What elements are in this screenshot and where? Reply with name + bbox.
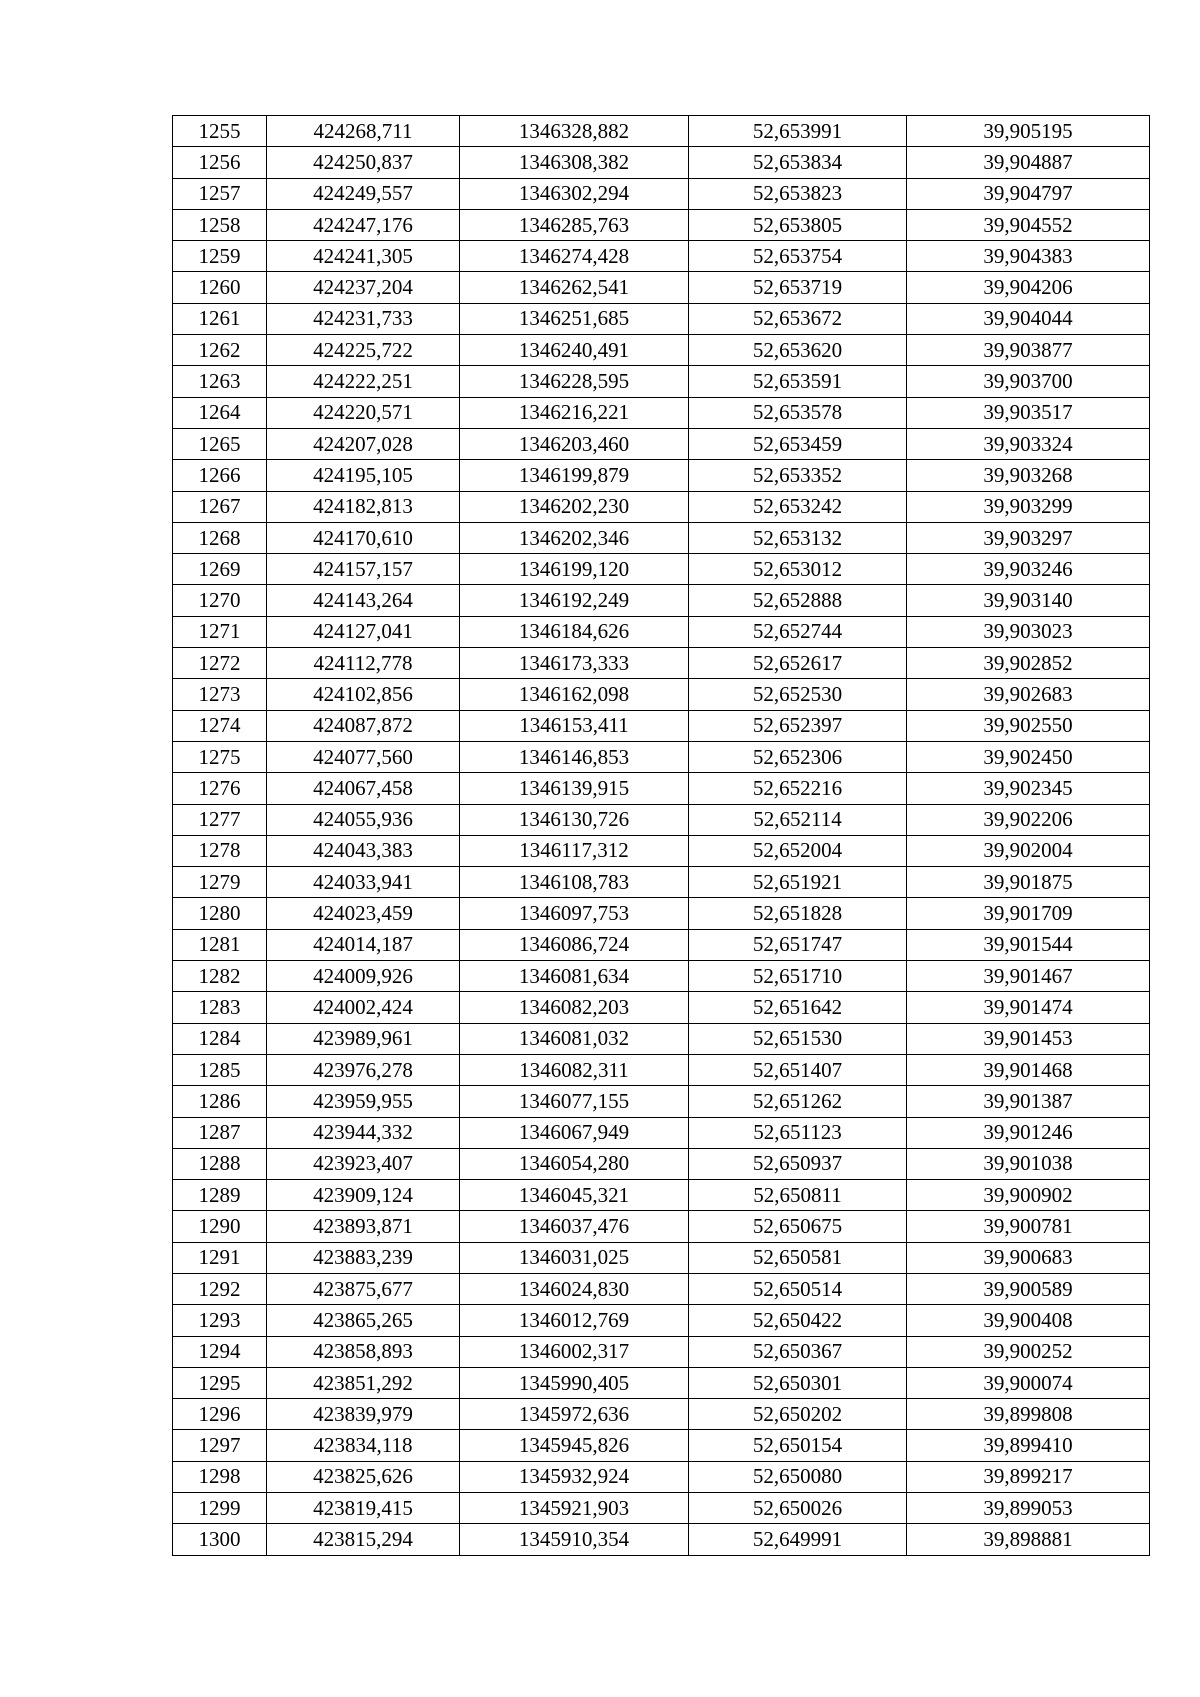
latitude-cell: 52,652216 xyxy=(689,773,907,804)
table-row xyxy=(173,679,1150,710)
point-number-cell: 1283 xyxy=(173,992,267,1023)
longitude-cell: 39,900252 xyxy=(907,1336,1150,1367)
latitude-cell: 52,653834 xyxy=(689,147,907,178)
table-row xyxy=(173,1054,1150,1085)
x-coordinate-cell: 424207,028 xyxy=(267,428,460,459)
longitude-cell: 39,902683 xyxy=(907,679,1150,710)
point-number-cell: 1297 xyxy=(173,1430,267,1461)
y-coordinate-cell: 1346308,382 xyxy=(460,147,689,178)
x-coordinate-cell: 423909,124 xyxy=(267,1180,460,1211)
longitude-cell: 39,901246 xyxy=(907,1117,1150,1148)
latitude-cell: 52,653991 xyxy=(689,116,907,147)
latitude-cell: 52,651710 xyxy=(689,961,907,992)
point-number-cell: 1278 xyxy=(173,835,267,866)
latitude-cell: 52,650581 xyxy=(689,1242,907,1273)
x-coordinate-cell: 423858,893 xyxy=(267,1336,460,1367)
latitude-cell: 52,653352 xyxy=(689,460,907,491)
table-row xyxy=(173,1461,1150,1492)
x-coordinate-cell: 424237,204 xyxy=(267,272,460,303)
point-number-cell: 1262 xyxy=(173,335,267,366)
y-coordinate-cell: 1346202,230 xyxy=(460,491,689,522)
latitude-cell: 52,653242 xyxy=(689,491,907,522)
x-coordinate-cell: 424077,560 xyxy=(267,741,460,772)
y-coordinate-cell: 1345990,405 xyxy=(460,1367,689,1398)
longitude-cell: 39,904887 xyxy=(907,147,1150,178)
table-row xyxy=(173,1367,1150,1398)
longitude-cell: 39,901875 xyxy=(907,867,1150,898)
point-number-cell: 1292 xyxy=(173,1273,267,1304)
y-coordinate-cell: 1345945,826 xyxy=(460,1430,689,1461)
latitude-cell: 52,650080 xyxy=(689,1461,907,1492)
coordinates-table xyxy=(172,115,1150,1556)
longitude-cell: 39,901038 xyxy=(907,1148,1150,1179)
y-coordinate-cell: 1346285,763 xyxy=(460,209,689,240)
table-row xyxy=(173,648,1150,679)
y-coordinate-cell: 1346082,203 xyxy=(460,992,689,1023)
y-coordinate-cell: 1346162,098 xyxy=(460,679,689,710)
point-number-cell: 1295 xyxy=(173,1367,267,1398)
latitude-cell: 52,653805 xyxy=(689,209,907,240)
table-row xyxy=(173,1023,1150,1054)
point-number-cell: 1299 xyxy=(173,1493,267,1524)
point-number-cell: 1300 xyxy=(173,1524,267,1555)
y-coordinate-cell: 1345910,354 xyxy=(460,1524,689,1555)
y-coordinate-cell: 1346067,949 xyxy=(460,1117,689,1148)
longitude-cell: 39,903023 xyxy=(907,616,1150,647)
table-row xyxy=(173,1493,1150,1524)
longitude-cell: 39,902345 xyxy=(907,773,1150,804)
point-number-cell: 1272 xyxy=(173,648,267,679)
x-coordinate-cell: 424220,571 xyxy=(267,397,460,428)
latitude-cell: 52,653620 xyxy=(689,335,907,366)
y-coordinate-cell: 1346328,882 xyxy=(460,116,689,147)
longitude-cell: 39,900589 xyxy=(907,1273,1150,1304)
table-row xyxy=(173,961,1150,992)
table-row xyxy=(173,522,1150,553)
point-number-cell: 1289 xyxy=(173,1180,267,1211)
table-row xyxy=(173,491,1150,522)
y-coordinate-cell: 1345932,924 xyxy=(460,1461,689,1492)
table-row xyxy=(173,116,1150,147)
point-number-cell: 1287 xyxy=(173,1117,267,1148)
table-row xyxy=(173,867,1150,898)
table-row xyxy=(173,554,1150,585)
point-number-cell: 1288 xyxy=(173,1148,267,1179)
table-row xyxy=(173,741,1150,772)
y-coordinate-cell: 1346117,312 xyxy=(460,835,689,866)
point-number-cell: 1270 xyxy=(173,585,267,616)
x-coordinate-cell: 424250,837 xyxy=(267,147,460,178)
longitude-cell: 39,902550 xyxy=(907,710,1150,741)
latitude-cell: 52,653012 xyxy=(689,554,907,585)
point-number-cell: 1290 xyxy=(173,1211,267,1242)
x-coordinate-cell: 423865,265 xyxy=(267,1305,460,1336)
longitude-cell: 39,903700 xyxy=(907,366,1150,397)
latitude-cell: 52,650301 xyxy=(689,1367,907,1398)
point-number-cell: 1256 xyxy=(173,147,267,178)
table-row xyxy=(173,366,1150,397)
point-number-cell: 1276 xyxy=(173,773,267,804)
point-number-cell: 1268 xyxy=(173,522,267,553)
latitude-cell: 52,650811 xyxy=(689,1180,907,1211)
point-number-cell: 1284 xyxy=(173,1023,267,1054)
point-number-cell: 1255 xyxy=(173,116,267,147)
table-row xyxy=(173,460,1150,491)
x-coordinate-cell: 423989,961 xyxy=(267,1023,460,1054)
point-number-cell: 1275 xyxy=(173,741,267,772)
point-number-cell: 1260 xyxy=(173,272,267,303)
table-row xyxy=(173,1305,1150,1336)
x-coordinate-cell: 423839,979 xyxy=(267,1399,460,1430)
latitude-cell: 52,653672 xyxy=(689,303,907,334)
point-number-cell: 1266 xyxy=(173,460,267,491)
point-number-cell: 1282 xyxy=(173,961,267,992)
table-row xyxy=(173,1242,1150,1273)
table-row xyxy=(173,428,1150,459)
point-number-cell: 1291 xyxy=(173,1242,267,1273)
table-row xyxy=(173,992,1150,1023)
x-coordinate-cell: 423883,239 xyxy=(267,1242,460,1273)
y-coordinate-cell: 1346097,753 xyxy=(460,898,689,929)
x-coordinate-cell: 424023,459 xyxy=(267,898,460,929)
point-number-cell: 1285 xyxy=(173,1054,267,1085)
y-coordinate-cell: 1346153,411 xyxy=(460,710,689,741)
latitude-cell: 52,652530 xyxy=(689,679,907,710)
latitude-cell: 52,651530 xyxy=(689,1023,907,1054)
latitude-cell: 52,652744 xyxy=(689,616,907,647)
y-coordinate-cell: 1346002,317 xyxy=(460,1336,689,1367)
latitude-cell: 52,651747 xyxy=(689,929,907,960)
longitude-cell: 39,900902 xyxy=(907,1180,1150,1211)
latitude-cell: 52,651262 xyxy=(689,1086,907,1117)
y-coordinate-cell: 1346274,428 xyxy=(460,241,689,272)
point-number-cell: 1273 xyxy=(173,679,267,710)
y-coordinate-cell: 1346081,032 xyxy=(460,1023,689,1054)
table-row xyxy=(173,178,1150,209)
x-coordinate-cell: 423851,292 xyxy=(267,1367,460,1398)
x-coordinate-cell: 424033,941 xyxy=(267,867,460,898)
latitude-cell: 52,651123 xyxy=(689,1117,907,1148)
y-coordinate-cell: 1346054,280 xyxy=(460,1148,689,1179)
latitude-cell: 52,652306 xyxy=(689,741,907,772)
point-number-cell: 1296 xyxy=(173,1399,267,1430)
longitude-cell: 39,903517 xyxy=(907,397,1150,428)
latitude-cell: 52,649991 xyxy=(689,1524,907,1555)
longitude-cell: 39,903324 xyxy=(907,428,1150,459)
table-row xyxy=(173,1336,1150,1367)
x-coordinate-cell: 424143,264 xyxy=(267,585,460,616)
point-number-cell: 1258 xyxy=(173,209,267,240)
x-coordinate-cell: 424222,251 xyxy=(267,366,460,397)
x-coordinate-cell: 424268,711 xyxy=(267,116,460,147)
table-row xyxy=(173,929,1150,960)
table-row xyxy=(173,1524,1150,1555)
longitude-cell: 39,905195 xyxy=(907,116,1150,147)
longitude-cell: 39,903877 xyxy=(907,335,1150,366)
longitude-cell: 39,900683 xyxy=(907,1242,1150,1273)
y-coordinate-cell: 1346240,491 xyxy=(460,335,689,366)
x-coordinate-cell: 423959,955 xyxy=(267,1086,460,1117)
table-row xyxy=(173,835,1150,866)
x-coordinate-cell: 423976,278 xyxy=(267,1054,460,1085)
longitude-cell: 39,901468 xyxy=(907,1054,1150,1085)
latitude-cell: 52,650367 xyxy=(689,1336,907,1367)
y-coordinate-cell: 1346130,726 xyxy=(460,804,689,835)
longitude-cell: 39,903297 xyxy=(907,522,1150,553)
point-number-cell: 1263 xyxy=(173,366,267,397)
y-coordinate-cell: 1346216,221 xyxy=(460,397,689,428)
point-number-cell: 1265 xyxy=(173,428,267,459)
y-coordinate-cell: 1346081,634 xyxy=(460,961,689,992)
y-coordinate-cell: 1346086,724 xyxy=(460,929,689,960)
table-row xyxy=(173,1117,1150,1148)
x-coordinate-cell: 423819,415 xyxy=(267,1493,460,1524)
y-coordinate-cell: 1346173,333 xyxy=(460,648,689,679)
point-number-cell: 1286 xyxy=(173,1086,267,1117)
x-coordinate-cell: 423825,626 xyxy=(267,1461,460,1492)
x-coordinate-cell: 424231,733 xyxy=(267,303,460,334)
longitude-cell: 39,901474 xyxy=(907,992,1150,1023)
coordinates-table-body xyxy=(173,116,1150,1556)
longitude-cell: 39,901467 xyxy=(907,961,1150,992)
longitude-cell: 39,900781 xyxy=(907,1211,1150,1242)
table-row xyxy=(173,1430,1150,1461)
y-coordinate-cell: 1346192,249 xyxy=(460,585,689,616)
longitude-cell: 39,901709 xyxy=(907,898,1150,929)
longitude-cell: 39,901453 xyxy=(907,1023,1150,1054)
table-row xyxy=(173,241,1150,272)
table-row xyxy=(173,209,1150,240)
x-coordinate-cell: 424241,305 xyxy=(267,241,460,272)
latitude-cell: 52,651642 xyxy=(689,992,907,1023)
longitude-cell: 39,899217 xyxy=(907,1461,1150,1492)
y-coordinate-cell: 1346082,311 xyxy=(460,1054,689,1085)
latitude-cell: 52,653719 xyxy=(689,272,907,303)
longitude-cell: 39,904383 xyxy=(907,241,1150,272)
x-coordinate-cell: 424247,176 xyxy=(267,209,460,240)
latitude-cell: 52,652397 xyxy=(689,710,907,741)
longitude-cell: 39,901544 xyxy=(907,929,1150,960)
x-coordinate-cell: 424249,557 xyxy=(267,178,460,209)
table-row xyxy=(173,804,1150,835)
longitude-cell: 39,898881 xyxy=(907,1524,1150,1555)
table-row xyxy=(173,1399,1150,1430)
table-row xyxy=(173,335,1150,366)
longitude-cell: 39,900408 xyxy=(907,1305,1150,1336)
y-coordinate-cell: 1346146,853 xyxy=(460,741,689,772)
y-coordinate-cell: 1346139,915 xyxy=(460,773,689,804)
table-row xyxy=(173,303,1150,334)
longitude-cell: 39,903299 xyxy=(907,491,1150,522)
latitude-cell: 52,652114 xyxy=(689,804,907,835)
x-coordinate-cell: 424067,458 xyxy=(267,773,460,804)
x-coordinate-cell: 424009,926 xyxy=(267,961,460,992)
longitude-cell: 39,904044 xyxy=(907,303,1150,334)
x-coordinate-cell: 424087,872 xyxy=(267,710,460,741)
x-coordinate-cell: 424014,187 xyxy=(267,929,460,960)
latitude-cell: 52,653823 xyxy=(689,178,907,209)
latitude-cell: 52,653132 xyxy=(689,522,907,553)
x-coordinate-cell: 423834,118 xyxy=(267,1430,460,1461)
table-row xyxy=(173,397,1150,428)
y-coordinate-cell: 1346045,321 xyxy=(460,1180,689,1211)
latitude-cell: 52,652888 xyxy=(689,585,907,616)
table-row xyxy=(173,1148,1150,1179)
table-row xyxy=(173,710,1150,741)
table-row xyxy=(173,1180,1150,1211)
y-coordinate-cell: 1346203,460 xyxy=(460,428,689,459)
x-coordinate-cell: 424055,936 xyxy=(267,804,460,835)
point-number-cell: 1281 xyxy=(173,929,267,960)
point-number-cell: 1261 xyxy=(173,303,267,334)
longitude-cell: 39,903268 xyxy=(907,460,1150,491)
table-row xyxy=(173,585,1150,616)
point-number-cell: 1274 xyxy=(173,710,267,741)
point-number-cell: 1293 xyxy=(173,1305,267,1336)
longitude-cell: 39,904797 xyxy=(907,178,1150,209)
longitude-cell: 39,902206 xyxy=(907,804,1150,835)
point-number-cell: 1267 xyxy=(173,491,267,522)
y-coordinate-cell: 1345972,636 xyxy=(460,1399,689,1430)
y-coordinate-cell: 1346012,769 xyxy=(460,1305,689,1336)
point-number-cell: 1257 xyxy=(173,178,267,209)
point-number-cell: 1277 xyxy=(173,804,267,835)
x-coordinate-cell: 424170,610 xyxy=(267,522,460,553)
longitude-cell: 39,904206 xyxy=(907,272,1150,303)
x-coordinate-cell: 424195,105 xyxy=(267,460,460,491)
latitude-cell: 52,650422 xyxy=(689,1305,907,1336)
y-coordinate-cell: 1346202,346 xyxy=(460,522,689,553)
latitude-cell: 52,651828 xyxy=(689,898,907,929)
y-coordinate-cell: 1346228,595 xyxy=(460,366,689,397)
latitude-cell: 52,650202 xyxy=(689,1399,907,1430)
latitude-cell: 52,652004 xyxy=(689,835,907,866)
longitude-cell: 39,899053 xyxy=(907,1493,1150,1524)
x-coordinate-cell: 423893,871 xyxy=(267,1211,460,1242)
table-row xyxy=(173,898,1150,929)
table-row xyxy=(173,272,1150,303)
point-number-cell: 1271 xyxy=(173,616,267,647)
point-number-cell: 1298 xyxy=(173,1461,267,1492)
longitude-cell: 39,900074 xyxy=(907,1367,1150,1398)
point-number-cell: 1279 xyxy=(173,867,267,898)
y-coordinate-cell: 1346184,626 xyxy=(460,616,689,647)
latitude-cell: 52,650154 xyxy=(689,1430,907,1461)
y-coordinate-cell: 1346031,025 xyxy=(460,1242,689,1273)
y-coordinate-cell: 1346251,685 xyxy=(460,303,689,334)
point-number-cell: 1280 xyxy=(173,898,267,929)
table-row xyxy=(173,773,1150,804)
longitude-cell: 39,902450 xyxy=(907,741,1150,772)
longitude-cell: 39,904552 xyxy=(907,209,1150,240)
x-coordinate-cell: 423923,407 xyxy=(267,1148,460,1179)
x-coordinate-cell: 423875,677 xyxy=(267,1273,460,1304)
latitude-cell: 52,650514 xyxy=(689,1273,907,1304)
longitude-cell: 39,899410 xyxy=(907,1430,1150,1461)
x-coordinate-cell: 424102,856 xyxy=(267,679,460,710)
table-row xyxy=(173,147,1150,178)
latitude-cell: 52,652617 xyxy=(689,648,907,679)
x-coordinate-cell: 424157,157 xyxy=(267,554,460,585)
latitude-cell: 52,650675 xyxy=(689,1211,907,1242)
y-coordinate-cell: 1346077,155 xyxy=(460,1086,689,1117)
latitude-cell: 52,653754 xyxy=(689,241,907,272)
longitude-cell: 39,903140 xyxy=(907,585,1150,616)
table-row xyxy=(173,1211,1150,1242)
table-row xyxy=(173,1273,1150,1304)
y-coordinate-cell: 1346108,783 xyxy=(460,867,689,898)
latitude-cell: 52,650026 xyxy=(689,1493,907,1524)
x-coordinate-cell: 424182,813 xyxy=(267,491,460,522)
y-coordinate-cell: 1346024,830 xyxy=(460,1273,689,1304)
x-coordinate-cell: 423944,332 xyxy=(267,1117,460,1148)
table-row xyxy=(173,1086,1150,1117)
table-row xyxy=(173,616,1150,647)
point-number-cell: 1294 xyxy=(173,1336,267,1367)
latitude-cell: 52,653459 xyxy=(689,428,907,459)
x-coordinate-cell: 424002,424 xyxy=(267,992,460,1023)
y-coordinate-cell: 1345921,903 xyxy=(460,1493,689,1524)
longitude-cell: 39,902004 xyxy=(907,835,1150,866)
point-number-cell: 1264 xyxy=(173,397,267,428)
y-coordinate-cell: 1346199,879 xyxy=(460,460,689,491)
y-coordinate-cell: 1346262,541 xyxy=(460,272,689,303)
y-coordinate-cell: 1346199,120 xyxy=(460,554,689,585)
x-coordinate-cell: 424112,778 xyxy=(267,648,460,679)
latitude-cell: 52,651921 xyxy=(689,867,907,898)
x-coordinate-cell: 424127,041 xyxy=(267,616,460,647)
latitude-cell: 52,653591 xyxy=(689,366,907,397)
longitude-cell: 39,902852 xyxy=(907,648,1150,679)
y-coordinate-cell: 1346302,294 xyxy=(460,178,689,209)
x-coordinate-cell: 424043,383 xyxy=(267,835,460,866)
longitude-cell: 39,901387 xyxy=(907,1086,1150,1117)
point-number-cell: 1269 xyxy=(173,554,267,585)
longitude-cell: 39,899808 xyxy=(907,1399,1150,1430)
latitude-cell: 52,650937 xyxy=(689,1148,907,1179)
point-number-cell: 1259 xyxy=(173,241,267,272)
x-coordinate-cell: 423815,294 xyxy=(267,1524,460,1555)
longitude-cell: 39,903246 xyxy=(907,554,1150,585)
latitude-cell: 52,651407 xyxy=(689,1054,907,1085)
y-coordinate-cell: 1346037,476 xyxy=(460,1211,689,1242)
latitude-cell: 52,653578 xyxy=(689,397,907,428)
x-coordinate-cell: 424225,722 xyxy=(267,335,460,366)
